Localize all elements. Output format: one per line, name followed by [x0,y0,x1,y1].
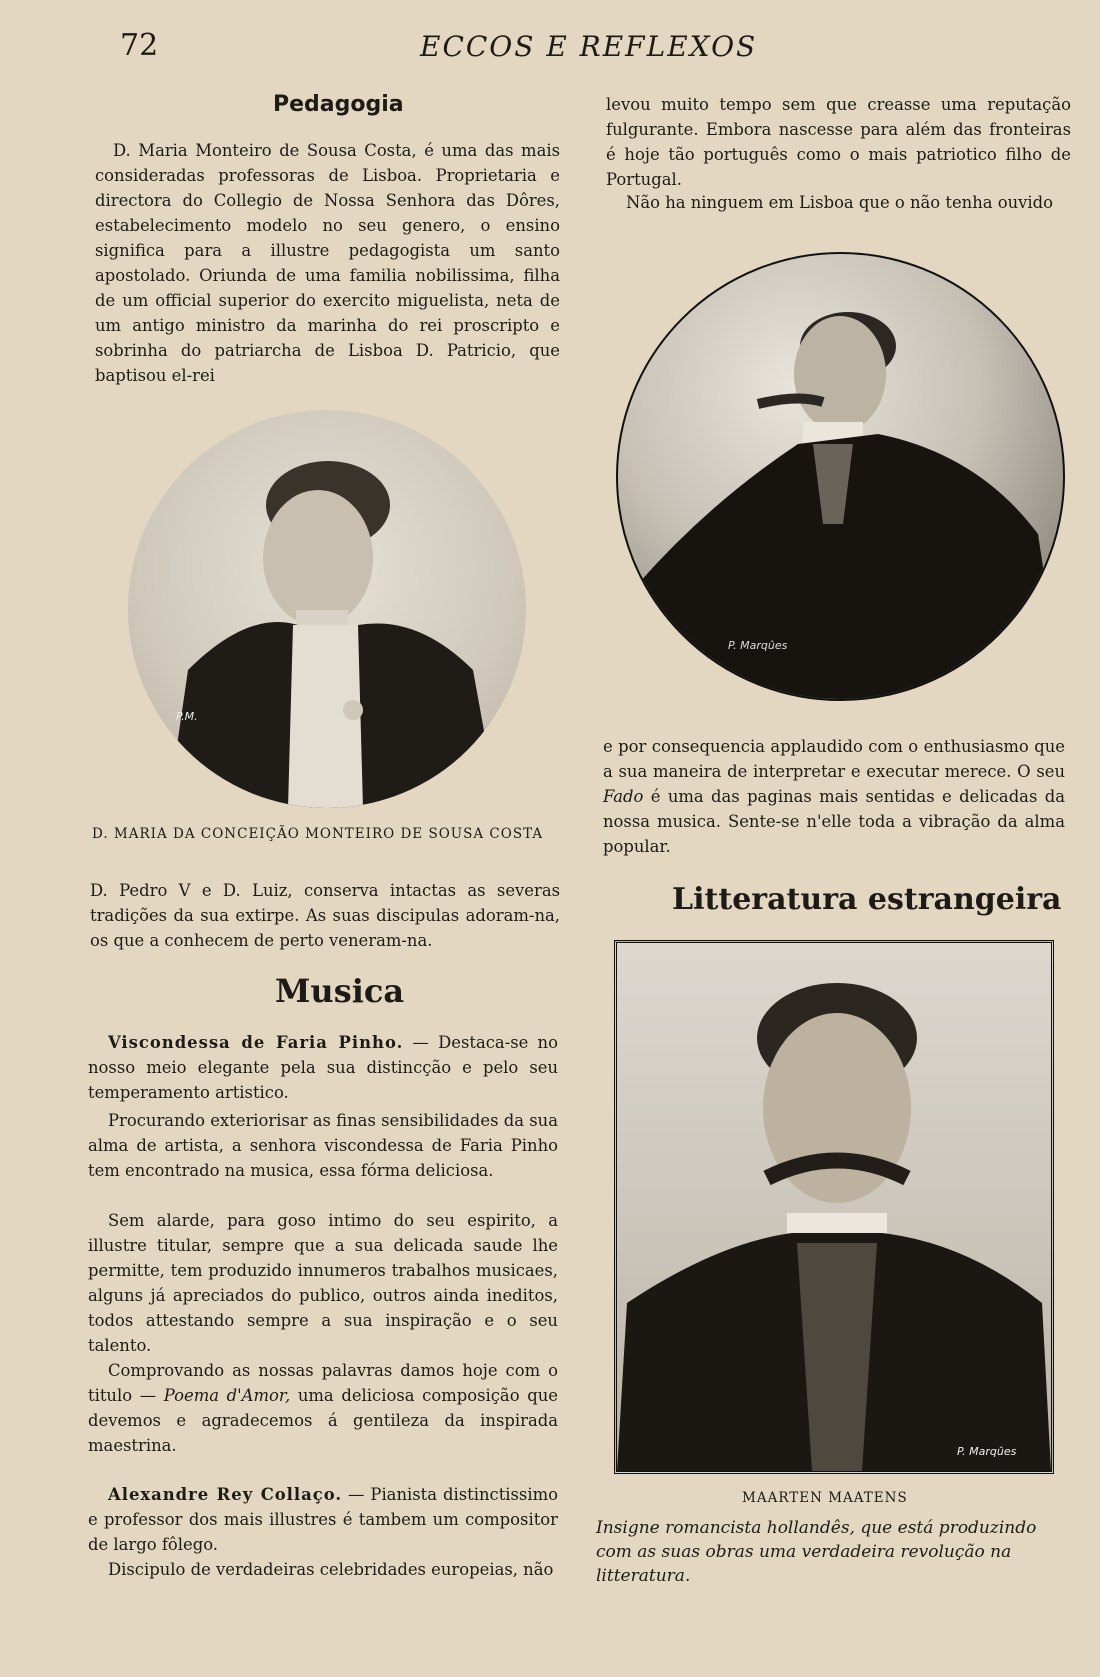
musica-text-4a: Comprovando as nossas palavras damos hoje com o titulo — [88,1361,558,1405]
musica-paragraph-4 [88,1358,558,1458]
portrait-rey-collaco [616,252,1065,701]
poema-damor-title: Poema d'Amor, [163,1386,291,1405]
photo-photographer-mark: P. Marqûes [957,1445,1017,1458]
right-paragraph-1: levou muito tempo sem que creasse uma reputação fulgurante. Embora nascesse para além das fronteiras é hoje tão português como o mais patriotico filho de Portugal. [606,95,1071,189]
page-number: 72 [120,28,159,63]
portrait-woman-figure [128,410,526,808]
photo-caption-name: MAARTEN MAATENS [742,1490,908,1506]
musica-lead-rey-collaco: Alexandre Rey Collaço. [108,1485,343,1504]
running-title: ECCOS E REFLEXOS [420,30,758,63]
musica-paragraph-1 [88,1030,558,1105]
fado-title: Fado [603,787,644,806]
photo-subcaption: Insigne romancista hollandês, que está produzindo com as suas obras uma verdadeira revolução na litteratura. [596,1518,1037,1586]
litteratura-heading: Litteratura estrangeira [672,882,1062,917]
right-paragraph-3 [603,734,1065,859]
portrait-man-figure [618,254,1063,699]
musica-paragraph-3: Sem alarde, para goso intimo do seu espirito, a illustre titular, sempre que a sua delicada saude lhe permitte, tem produzido innumeros trabalhos musicaes, alguns já apreciados do publico, outros ainda ineditos, todos attestando sempre a sua inspiração e o seu talento. [88,1211,558,1355]
musica-lead-faria-pinho: Viscondessa de Faria Pinho. [108,1033,404,1052]
portrait-photographer-mark: P. Marqûes [728,639,788,652]
portrait-caption-maria: D. MARIA DA CONCEIÇÃO MONTEIRO DE SOUSA COSTA [92,826,544,842]
musica-paragraph-5 [88,1482,558,1557]
photo-man-figure [617,943,1051,1471]
portrait-signature-mark: P.M. [176,710,198,723]
musica-heading: Musica [275,972,405,1010]
right-text-3b: é uma das paginas mais sentidas e delicadas da nossa musica. Sente-se n'elle toda a vibração da alma popular. [603,787,1065,856]
pedagogia-paragraph-2: D. Pedro V e D. Luiz, conserva intactas as severas tradições da sua extirpe. As suas discipulas adoram-na, os que a conhecem de perto veneram-na. [90,881,560,950]
pedagogia-heading: Pedagogia [273,92,404,117]
musica-text-rey-collaco: — Pianista distinctissimo e professor dos mais illustres é tambem um compositor de largo fôlego. [88,1485,558,1554]
musica-paragraph-6: Discipulo de verdadeiras celebridades europeias, não [108,1560,554,1579]
right-text-3a: e por consequencia applaudido com o enthusiasmo que a sua maneira de interpretar e executar merece. O seu [603,737,1065,781]
pedagogia-paragraph-1: D. Maria Monteiro de Sousa Costa, é uma das mais consideradas professoras de Lisboa. Proprietaria e directora do Collegio de Nossa Senhora das Dôres, estabelecimento modelo no seu genero, o ensino significa para a illustre pedagogista um santo apostolado. Oriunda de uma familia nobilissima, filha de um official superior do exercito miguelista, neta de um antigo ministro da marinha do rei proscripto e sobrinha do patriarcha de Lisboa D. Patricio, que baptisou el-rei [95,141,560,385]
portrait-maria-costa [128,410,526,808]
photo-maarten-maatens [614,940,1054,1474]
musica-text-faria-pinho: — Destaca-se no nosso meio elegante pela sua distincção e pelo seu temperamento artistico. [88,1033,558,1102]
right-paragraph-2: Não ha ninguem em Lisboa que o não tenha ouvido [626,193,1054,212]
musica-text-4b: uma deliciosa composição que devemos e agradecemos á gentileza da inspirada maestrina. [88,1386,558,1455]
musica-paragraph-2: Procurando exteriorisar as finas sensibilidades da sua alma de artista, a senhora viscondessa de Faria Pinho tem encontrado na musica, essa fórma deliciosa. [88,1111,558,1180]
